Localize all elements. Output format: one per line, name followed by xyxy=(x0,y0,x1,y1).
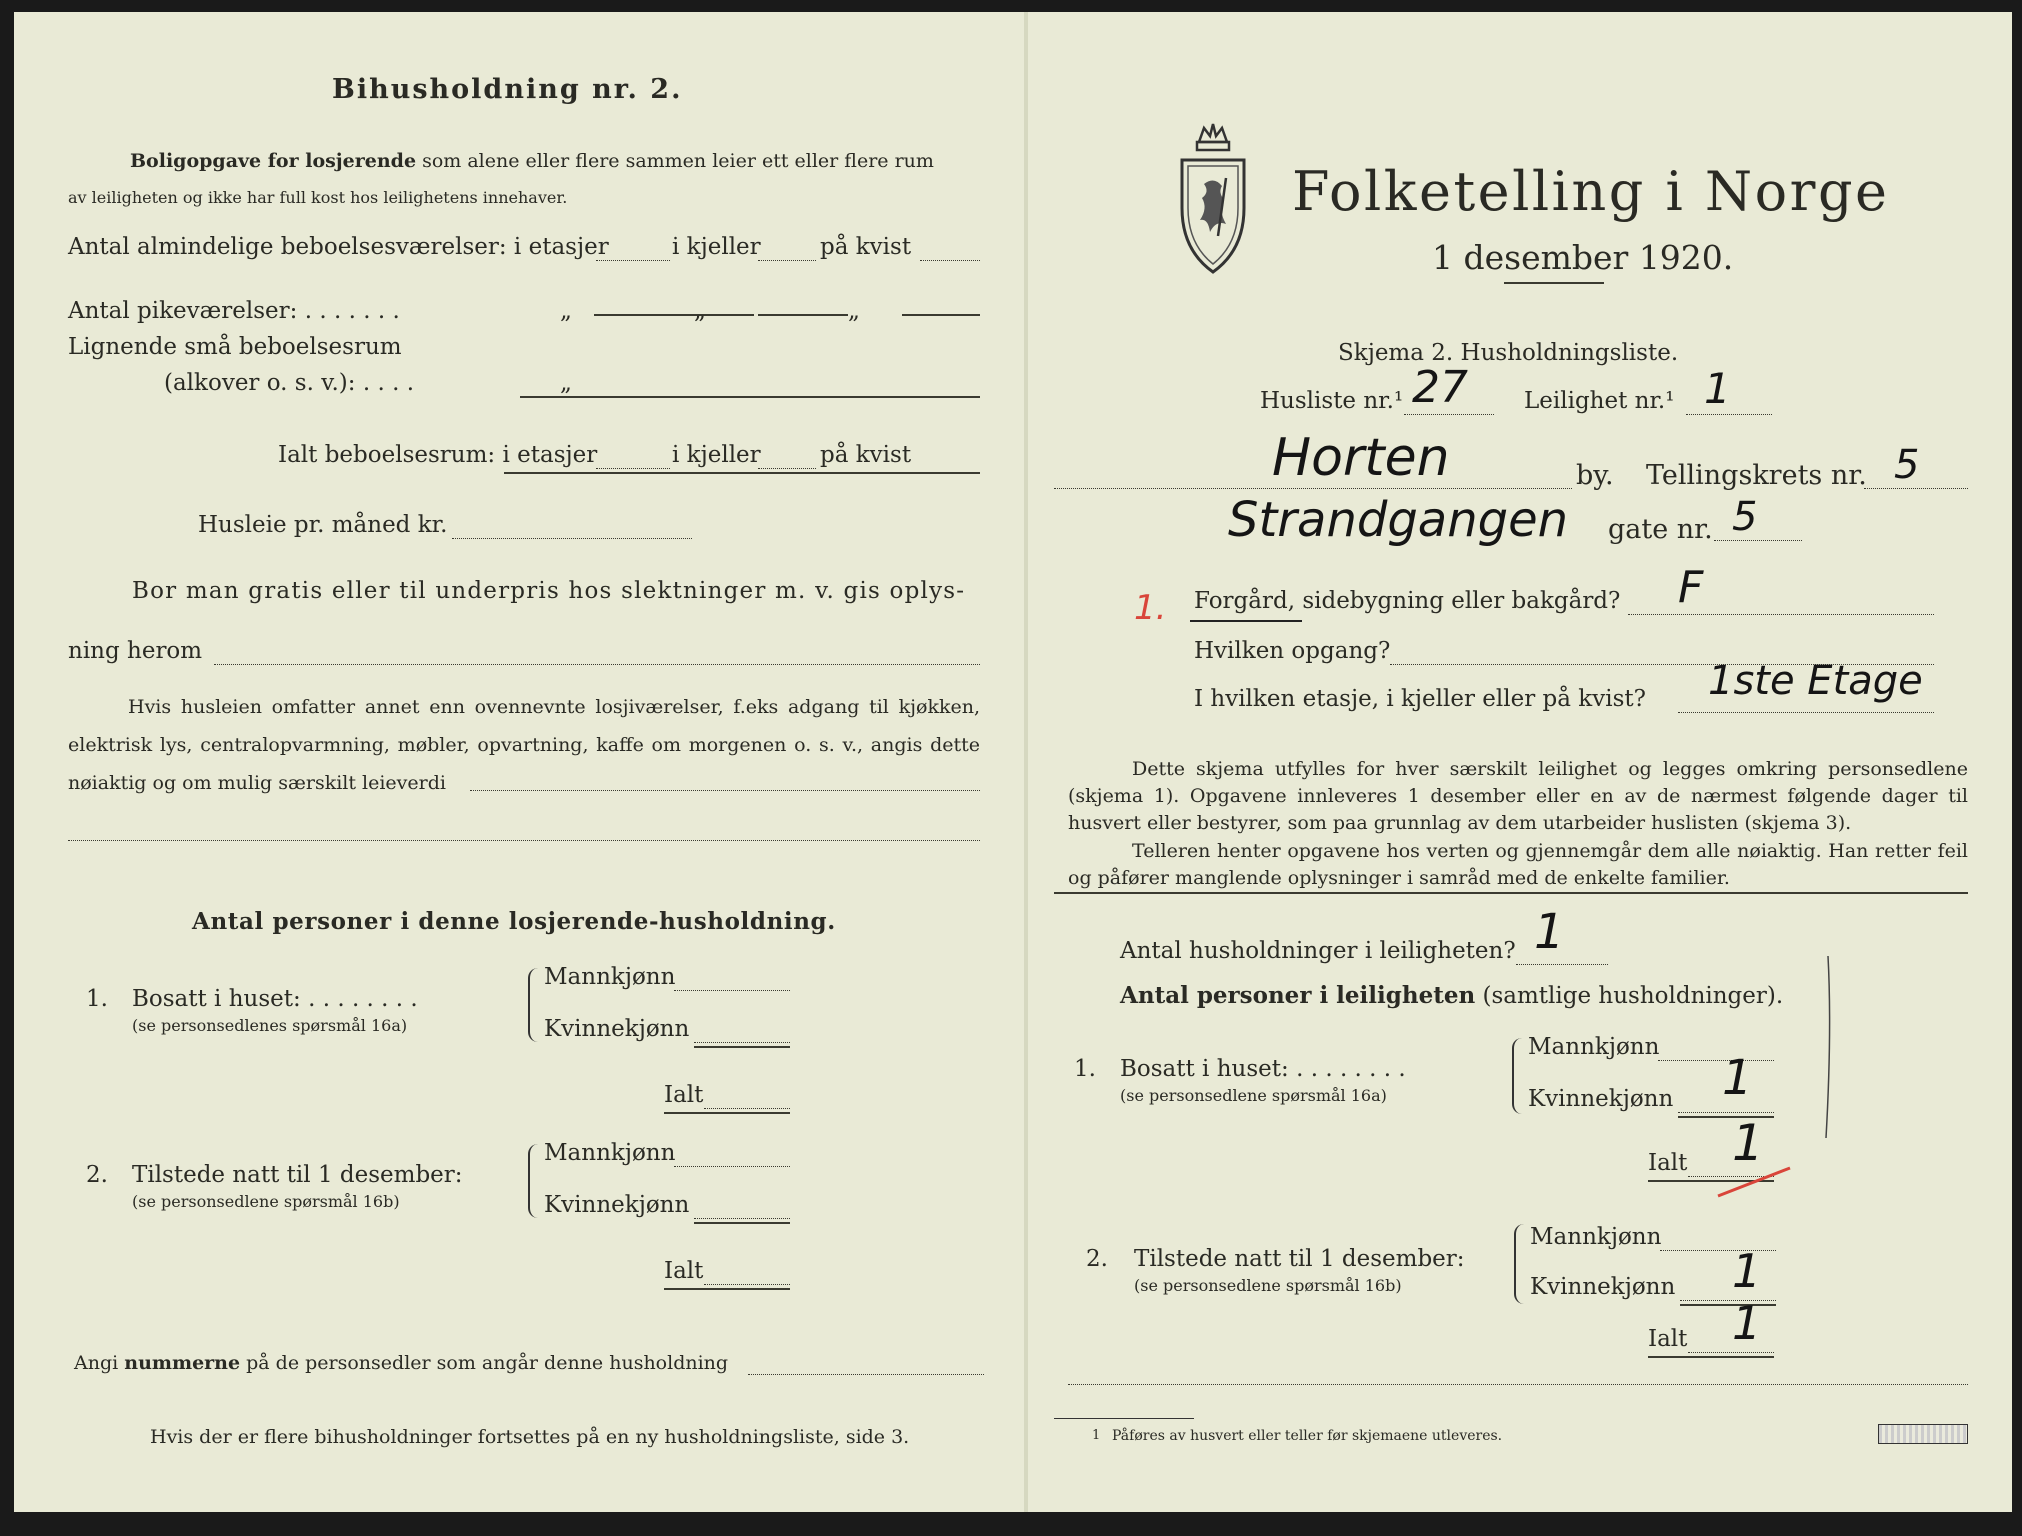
lignende-ditto-1: „ xyxy=(560,370,572,396)
etasje-line xyxy=(1678,712,1934,713)
right-q1-mann-line xyxy=(1658,1060,1774,1061)
pike-line-1 xyxy=(594,314,754,316)
lignende-label-1: Lignende små beboelsesrum xyxy=(68,334,402,360)
rooms-kvist-line xyxy=(920,260,980,261)
rooms-etasjer-line xyxy=(596,260,670,261)
etasje-label: I hvilken etasje, i kjeller eller på kvist? xyxy=(1194,686,1646,712)
by-label: by. xyxy=(1576,460,1614,491)
angi-dotted-line xyxy=(748,1374,984,1375)
left-q2-kvinne-line xyxy=(694,1218,790,1219)
left-q2-brace xyxy=(528,1144,540,1218)
hvis-text: Hvis husleien omfatter annet enn ovennevnte losjiværelser, f.eks adgang til kjøkken, elektrisk lys, centralopvarmning, møbler, opvartning, kaffe om morgenen o. s. v., angis dette nøiaktig og om mulig særskilt leieverdi xyxy=(68,696,980,794)
left-q1-label: Bosatt i huset: . . . . . . . . xyxy=(132,986,418,1012)
husleie-label: Husleie pr. måned kr. xyxy=(198,512,448,538)
forgard-underline xyxy=(1190,620,1302,622)
left-q2-mann-label: Mannkjønn xyxy=(544,1140,676,1166)
right-q1-sub: (se personsedlene spørsmål 16a) xyxy=(1120,1086,1387,1105)
rooms-label: Antal almindelige beboelsesværelser: i etasjer xyxy=(68,234,609,260)
left-q1-sub: (se personsedlenes spørsmål 16a) xyxy=(132,1016,408,1035)
ning-herom-line xyxy=(214,664,980,665)
left-q2-kvinne-underline xyxy=(694,1222,790,1224)
right-q2-brace xyxy=(1514,1224,1526,1304)
left-q1-ialt-underline xyxy=(664,1112,790,1114)
ning-herom-label: ning herom xyxy=(68,638,203,664)
gate-label: gate nr. xyxy=(1608,514,1713,545)
right-q2-label: Tilstede natt til 1 desember: xyxy=(1134,1246,1465,1272)
left-q1-ialt-label: Ialt xyxy=(664,1082,704,1108)
hvis-line xyxy=(470,790,980,791)
right-q2-mann-label: Mannkjønn xyxy=(1530,1224,1662,1250)
left-q1-kvinne-label: Kvinnekjønn xyxy=(544,1016,690,1042)
husleie-line xyxy=(452,538,692,539)
ialt-kjeller-label: i kjeller xyxy=(672,442,761,468)
info-divider xyxy=(1054,892,1968,894)
forgard-value: F xyxy=(1678,562,1704,613)
leilighet-value: 1 xyxy=(1704,364,1731,413)
left-q1-mann-line xyxy=(674,990,790,991)
ialt-kjeller-line xyxy=(758,468,816,469)
ialt-rooms-label: Ialt beboelsesrum: i etasjer xyxy=(278,442,598,468)
ialt-etasjer-line xyxy=(596,468,670,469)
by-line xyxy=(1054,488,1572,489)
pike-label: Antal pikeværelser: . . . . . . . xyxy=(68,298,400,324)
gate-nr-line xyxy=(1714,540,1802,541)
left-footer: Hvis der er flere bihusholdninger fortsettes på en ny husholdningsliste, side 3. xyxy=(150,1426,910,1448)
pike-ditto-2: „ xyxy=(694,298,706,324)
footnote-rule xyxy=(1054,1418,1194,1419)
right-q1-kvinne-line xyxy=(1678,1112,1774,1113)
right-q1-kvinne-value: 1 xyxy=(1722,1050,1753,1106)
info-text: Dette skjema utfylles for hver særskilt leilighet og legges omkring personsedlene (skjema 1). Opgavene innleveres 1 desember eller en av de nærmest følgende dager til husvert eller bestyrer, som paa grunnlag av dem utarbeider huslisten (skjema 3). xyxy=(1068,758,1968,834)
left-q1-kvinne-underline xyxy=(694,1046,790,1048)
left-q1-num: 1. xyxy=(86,986,108,1012)
antal-bold-right: Antal personer i leiligheten xyxy=(1120,982,1476,1009)
pike-line-2 xyxy=(758,314,848,316)
hvis-line-2 xyxy=(68,840,980,841)
skjema-label: Skjema 2. Husholdningsliste. xyxy=(1338,340,1679,366)
right-q2-ialt-label: Ialt xyxy=(1648,1326,1688,1352)
census-date: 1 desember 1920. xyxy=(1432,238,1734,277)
opgang-label: Hvilken opgang? xyxy=(1194,638,1391,664)
right-bottom-dotted-line xyxy=(1068,1384,1968,1385)
info-text-2: Telleren henter opgavene hos verten og gjennemgår dem alle nøiaktig. Han retter feil og påfører manglende oplysninger i samråd med de enkelte familier. xyxy=(1068,840,1968,889)
right-q2-kvinne-label: Kvinnekjønn xyxy=(1530,1274,1676,1300)
printer-stamp xyxy=(1878,1424,1968,1444)
ialt-kvist-label: på kvist xyxy=(820,442,912,468)
red-check-stroke xyxy=(1714,1162,1794,1202)
etasje-value: 1ste Etage xyxy=(1708,658,1923,704)
norway-coat-of-arms-icon xyxy=(1174,120,1252,278)
rooms-kjeller-label: i kjeller xyxy=(672,234,761,260)
right-q2-ialt-line xyxy=(1688,1352,1774,1353)
angi-pre: Angi xyxy=(74,1352,119,1374)
husliste-line xyxy=(1404,414,1494,415)
forgard-line xyxy=(1628,614,1934,615)
gate-nr-value: 5 xyxy=(1732,494,1758,540)
ialt-underline xyxy=(504,472,980,474)
census-form-sheet xyxy=(14,12,2012,1512)
right-q1-brace xyxy=(1512,1038,1524,1114)
pike-ditto-3: „ xyxy=(848,298,860,324)
footnote-number: 1 xyxy=(1092,1428,1101,1443)
right-q2-kvinne-value: 1 xyxy=(1732,1244,1762,1298)
left-q1-ialt-line xyxy=(704,1108,790,1109)
tellingskrets-line xyxy=(1864,488,1968,489)
left-q2-sub: (se personsedlene spørsmål 16b) xyxy=(132,1192,400,1211)
rooms-kvist-label: på kvist xyxy=(820,234,912,260)
hush-line xyxy=(1516,964,1608,965)
right-q1-kvinne-label: Kvinnekjønn xyxy=(1528,1086,1674,1112)
right-q2-kvinne-line xyxy=(1680,1300,1776,1301)
red-pencil-mark: 1. xyxy=(1134,588,1167,628)
right-page-title: Folketelling i Norge xyxy=(1292,160,1890,223)
intro-line-1 xyxy=(130,150,934,172)
leilighet-label: Leilighet nr.¹ xyxy=(1524,388,1675,414)
left-q2-num: 2. xyxy=(86,1162,108,1188)
right-q2-ialt-value: 1 xyxy=(1732,1296,1762,1350)
by-value: Horten xyxy=(1272,428,1450,488)
left-q2-ialt-line xyxy=(704,1284,790,1285)
footnote-text: Påføres av husvert eller teller før skjemaene utleveres. xyxy=(1112,1428,1503,1444)
right-q2-kvinne-underline xyxy=(1680,1304,1776,1306)
pike-line-3 xyxy=(902,314,980,316)
angi-bold: nummerne xyxy=(124,1352,241,1374)
right-q2-ialt-underline xyxy=(1648,1356,1774,1358)
right-q1-ialt-label: Ialt xyxy=(1648,1150,1688,1176)
antal-line-right xyxy=(1120,982,1783,1009)
gate-value: Strandgangen xyxy=(1228,492,1569,548)
left-q2-mann-line xyxy=(674,1166,790,1167)
left-q1-kvinne-line xyxy=(694,1042,790,1043)
bor-man-text: Bor man gratis eller til underpris hos slektninger m. v. gis oplys- xyxy=(132,578,966,604)
right-q1-ialt-value: 1 xyxy=(1732,1114,1764,1172)
angi-post: på de personsedler som angår denne husholdning xyxy=(246,1352,729,1374)
tellingskrets-value: 5 xyxy=(1894,442,1920,488)
antal-heading-left: Antal personer i denne losjerende-husholdning. xyxy=(192,908,836,935)
husliste-value: 27 xyxy=(1412,362,1468,413)
leilighet-line xyxy=(1686,414,1772,415)
left-q2-ialt-underline xyxy=(664,1288,790,1290)
left-q2-kvinne-label: Kvinnekjønn xyxy=(544,1192,690,1218)
left-q2-ialt-label: Ialt xyxy=(664,1258,704,1284)
right-q1-label: Bosatt i huset: . . . . . . . . xyxy=(1120,1056,1406,1082)
forgard-label: Forgård, sidebygning eller bakgård? xyxy=(1194,588,1621,614)
date-underline xyxy=(1504,282,1604,284)
right-q2-sub: (se personsedlene spørsmål 16b) xyxy=(1134,1276,1402,1295)
hush-value: 1 xyxy=(1534,904,1565,960)
pencil-margin-stroke xyxy=(1814,952,1844,1142)
lignende-line xyxy=(520,396,980,398)
hush-label: Antal husholdninger i leiligheten? xyxy=(1120,938,1516,964)
left-q2-label: Tilstede natt til 1 desember: xyxy=(132,1162,463,1188)
tellingskrets-label: Tellingskrets nr. xyxy=(1646,460,1867,491)
left-q1-mann-label: Mannkjønn xyxy=(544,964,676,990)
right-q1-num: 1. xyxy=(1074,1056,1096,1082)
lignende-label-2: (alkover o. s. v.): . . . . xyxy=(164,370,415,396)
rooms-kjeller-line xyxy=(758,260,816,261)
page-fold xyxy=(1024,12,1028,1512)
intro-rest: som alene eller flere sammen leier ett eller flere rum xyxy=(422,150,934,172)
angi-line xyxy=(74,1352,728,1374)
intro-line-2: av leiligheten og ikke har full kost hos leilighetens innehaver. xyxy=(68,188,568,207)
husliste-label: Husliste nr.¹ xyxy=(1260,388,1404,414)
right-q1-mann-label: Mannkjønn xyxy=(1528,1034,1660,1060)
antal-rest-right: (samtlige husholdninger). xyxy=(1482,983,1784,1009)
pike-ditto-1: „ xyxy=(560,298,572,324)
left-page-title: Bihusholdning nr. 2. xyxy=(332,74,683,105)
intro-bold: Boligopgave for losjerende xyxy=(130,150,417,172)
left-q1-brace xyxy=(528,968,540,1042)
right-q2-num: 2. xyxy=(1086,1246,1108,1272)
